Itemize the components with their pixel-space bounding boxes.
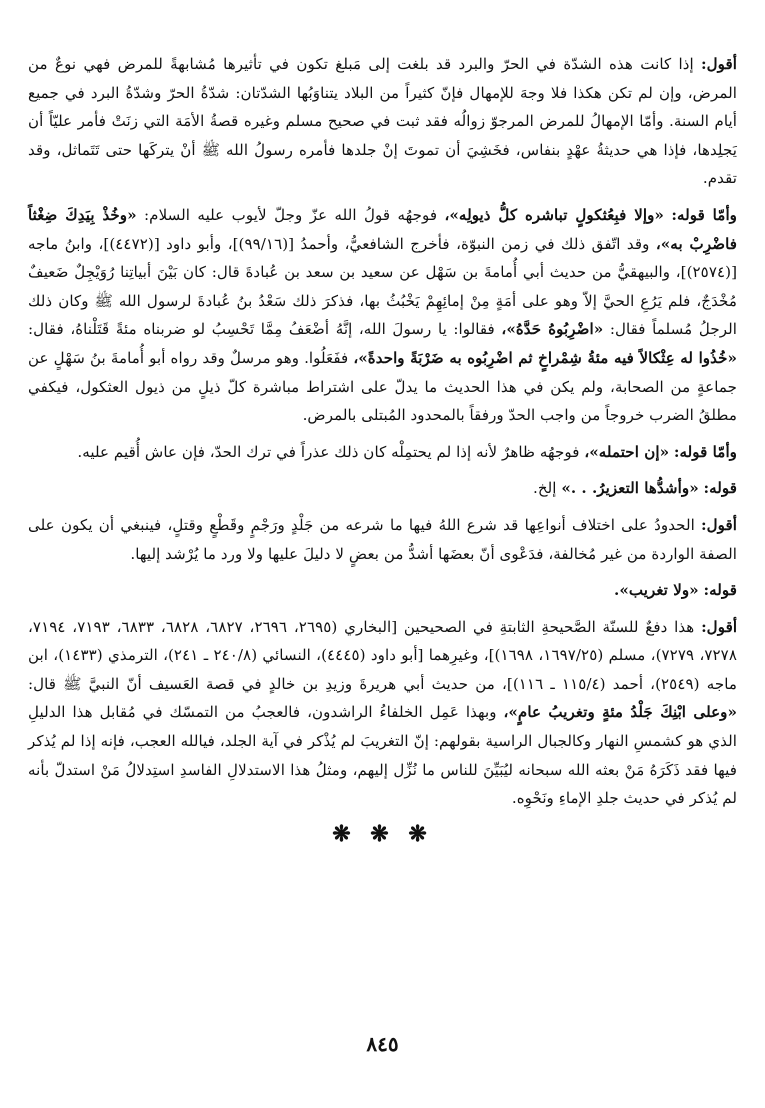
paragraph-text: فوجهُه قولُ الله عزّ وجلّ لأيوب عليه السلام:	[144, 205, 438, 224]
paragraph-text: هذا دفعٌ للسنّة الصَّحيحةِ الثابتةِ في الصحيحين [البخاري (٢٦٩٥، ٢٦٩٦، ٦٨٢٧، ٦٨٢٨، ٦٨٣٣، ٧١٩٣، ٧١٩٤، ٧٢٧٨، ٧٢٧٩)، مسلم (١٦٩٧/٢٥، ١٦٩٨)]، وغيرِهما [أبو داود (٤٤٤٥)، النسائي (٢٤٠/٨ ـ ٢٤١)، الترمذي (١٤٣٣)، ابن ماجه (٢٥٤٩)، أحمد (١١٥/٤ ـ ١١٦)]، من حديث أبي هريرةَ وزيدِ بن خالدٍ في قصة العَسيف أنّ النبيَّ ﷺ قال:	[28, 617, 737, 693]
quoted-text: «وأشدُّها التعزيرُ. . .»	[561, 479, 699, 498]
paragraph-2	[28, 201, 737, 430]
paragraph-label: أقول:	[701, 55, 737, 73]
paragraph-4	[28, 474, 737, 503]
paragraph-text: فقالوا: يا رسولَ الله، إنَّهُ أضْعَفُ مِمَّا تَحْسِبُ لو ضربناه مئةً قَتَلْناهُ، فقال:	[28, 320, 495, 339]
paragraph-5	[28, 511, 737, 568]
paragraph-text: الحدودُ على اختلاف أنواعِها قد شرع اللهُ فيها ما شرعه من جَلْدٍ ورَجْمٍ وقَطْعٍ وقتلٍ، فينبغي أن يكون على الصفة الواردة من غير مُخالفة، فدَعْوى أنّ بعضَها أشدُّ من بعضٍ لا دليلَ عليها ولا ورد ما يُرْشد إليها.	[28, 515, 737, 563]
quoted-text: «وعلى ابْنِكَ جَلْدُ مئةٍ وتغريبُ عامٍ»،	[503, 703, 737, 722]
paragraph-label: أقول:	[701, 515, 737, 534]
paragraph-label: أقول:	[701, 617, 738, 636]
paragraph-text: إلخ.	[533, 479, 557, 498]
paragraph-label: قوله:	[703, 581, 737, 600]
paragraph-text: فوجهُه ظاهرٌ لأنه إذا لم يحتمِلْه كان ذلك عذراً في ترك الحدّ، فإن عاش أُقيم عليه.	[77, 442, 580, 461]
paragraph-1	[28, 50, 737, 193]
quoted-text: «وخُذْ بِيَدِكَ ضِغْثاً فاضْرِبْ به»،	[28, 205, 738, 253]
paragraph-label: وأمّا قوله:	[673, 442, 737, 461]
paragraph-6	[28, 576, 737, 605]
quoted-text: «إن احتمله»،	[584, 442, 670, 461]
paragraph-label: قوله:	[703, 479, 737, 498]
paragraph-7	[28, 613, 737, 813]
page-number: ٨٤٥	[366, 1032, 399, 1056]
quoted-text: «ولا تغريب».	[614, 581, 699, 600]
quoted-text: «وإلا فبِعُثكولٍ تباشره كلُّ ذيولِه»،	[444, 205, 664, 224]
paragraph-label: وأمّا قوله:	[671, 205, 738, 224]
paragraph-3	[28, 438, 737, 467]
paragraph-text: إذا كانت هذه الشدّة في الحرّ والبرد قد بلغت إلى مَبلغ تكون في تأثيرها مُشابهةً للمرض فهي نوعٌ من المرض، وإن لم تكن هكذا فلا وجهَ للإمهال فإنّ كثيراً من البلاد يتناوَبُها الشدّتان: شدّةُ الحرّ وشدّةُ البرد في جميع أيام السنة. وأمّا الإمهالُ للمرض المرجوّ زوالُه فقد ثبت في صحيح مسلم وغيره قصةُ الأمَة التي زنَتْ فأمر عليّاً أن يَجلِدها، فإذا هي حديثةُ عهْدٍ بنفاس، فخَشِيَ أن تموتَ إنْ جلدها فأمره رسولُ الله ﷺ أنْ يتركَها حتى تَتَماثل، وقد تقدم.	[28, 55, 737, 188]
paragraph-text: ففَعَلُوا. وهو مرسلٌ وقد رواه أبو أُمامةَ بنُ سَهْلٍ عن جماعةٍ من الصحابة، ولم يكن في هذا الحديث ما يدلّ على اشتراط مباشرة كلّ ذيلٍ من ذيول العثكول، فيكفي مطلقُ الضرب خروجاً من واجب الحدّ ورفقاً بالمحدود المُبتلى بالمرض.	[28, 348, 737, 425]
section-separator: ❋ ❋ ❋	[332, 820, 433, 847]
paragraph-text: وقد اتّفق ذلك في زمن النبوّة، فأخرج الشافعيُّ، وأحمدُ [(٩٩/١٦)]، وأبو داود [(٤٤٧٢)]، وابنُ ماجه [(٢٥٧٤)]، والبيهقيُّ من حديث أبي أُمامةَ بن سَهْل عن سعيد بن سعد بن عُبادةَ قال: كان بَيْنَ أبياتِنا رُوَيْجِلٌ ضَعيفٌ مُخْدَجٌ، فلم يَرُعِ الحيَّ إلاّ وهو على أمَةٍ مِنْ إمائِهِمْ يَخْبُثُ بها، فذكرَ ذلك سَعْدُ بنُ عُبادةَ لرسول الله ﷺ وكان ذلك الرجلُ مُسلماً فقال:	[28, 234, 737, 339]
quoted-text: «خُذُوا له عِثْكالاً فيه مئةُ شِمْراخٍ ثم اضْرِبُوه به ضَرْبَةً واحدةً»،	[353, 348, 737, 367]
paragraph-text: وبهذا عَمِل الخلفاءُ الراشدون، فالعجبُ من التمسّك في مُقابل هذا الدليلِ الذي هو كشمسِ النهار وكالجبال الراسية بقولهم: إنّ التغريبَ لم يُذْكر في آية الجلد، فيالله العجب، فإنه إذا لم يُذكر فيها فقد ذَكَرَهُ مَنْ بعثه الله سبحانه ليُبَيِّنَ للناس ما نُزِّل إليهم، ومثلُ هذا الاستدلالِ الفاسدِ استِدلالُ مَنْ استدلّ بأنه لم يُذكر في حديث جلدِ الإماءِ ونَحْوِه.	[28, 703, 737, 808]
quoted-text: «اضْرِبُوهُ حَدَّهُ»،	[501, 320, 604, 339]
